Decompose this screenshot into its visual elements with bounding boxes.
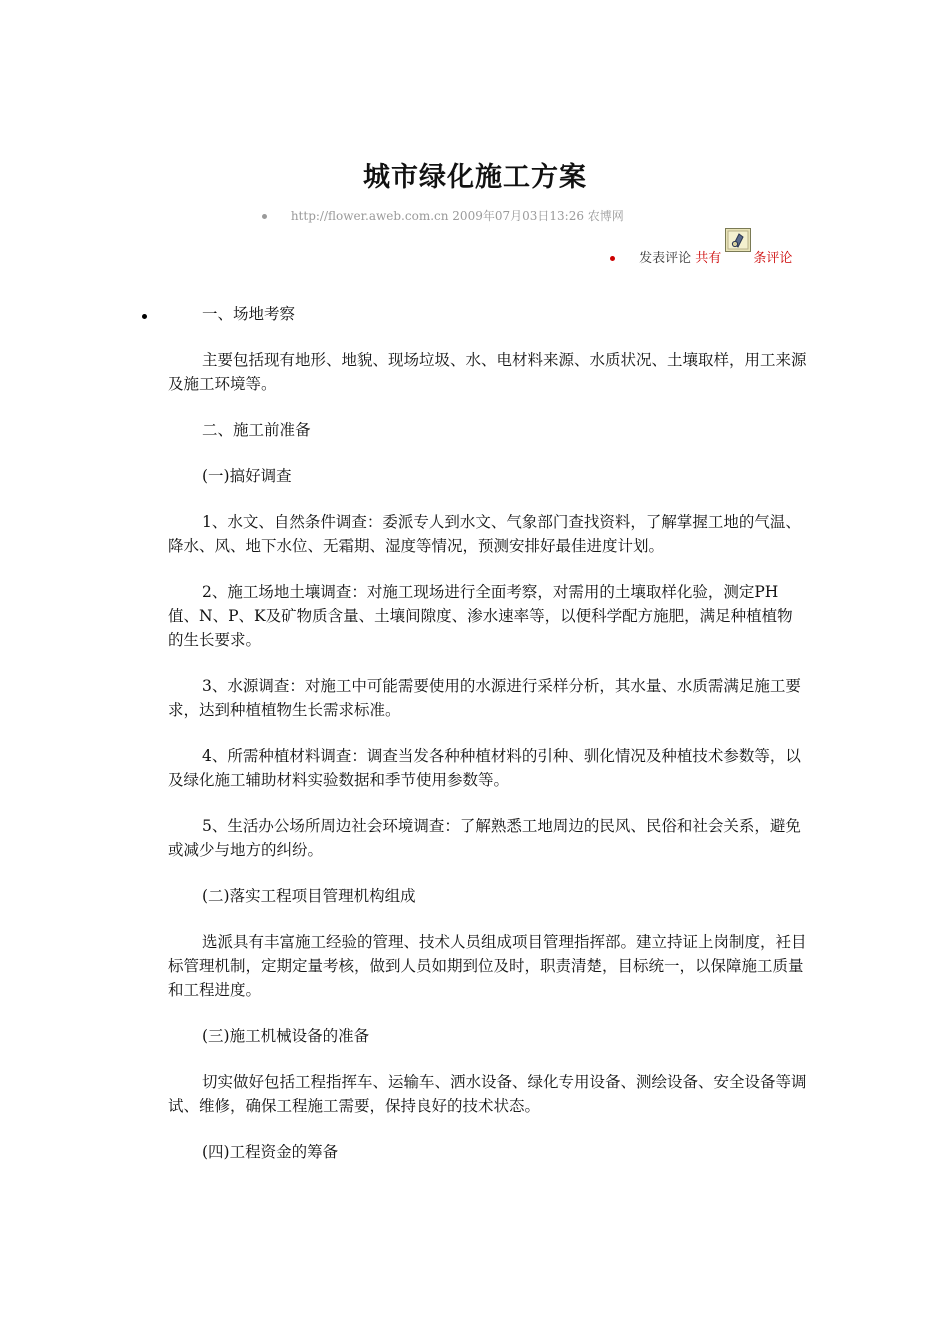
post-comment-link[interactable]: 发表评论 xyxy=(639,251,692,266)
page-title: 城市绿化施工方案 xyxy=(363,162,587,193)
source-url[interactable]: http://flower.aweb.com.cn xyxy=(290,209,449,223)
comment-count-suffix[interactable]: 条评论 xyxy=(753,251,793,266)
subsection-heading: (三)施工机械设备的准备 xyxy=(202,1027,370,1045)
paragraph: 1、水文、自然条件调查：委派专人到水文、气象部门查找资料，了解掌握工地的气温、降水、风、地下水位、无霜期、湿度等情况，预测安排好最佳进度计划。 xyxy=(168,513,801,555)
paragraph: 切实做好包括工程指挥车、运输车、洒水设备、绿化专用设备、测绘设备、安全设备等调试、维修，确保工程施工需要，保持良好的技术状态。 xyxy=(168,1073,807,1115)
paragraph: 2、施工场地土壤调查：对施工现场进行全面考察，对需用的土壤取样化验，测定PH值、N、P、K及矿物质含量、土壤间隙度、渗水速率等，以便科学配方施肥，满足种植植物的生长要求。 xyxy=(168,583,793,649)
paragraph: 选派具有丰富施工经验的管理、技术人员组成项目管理指挥部。建立持证上岗制度，衽目标管理机制，定期定量考核，做到人员如期到位及时，职责清楚，目标统一，以保障施工质量和工程进度。 xyxy=(168,933,807,999)
bullet-icon xyxy=(610,256,615,261)
paragraph: 4、所需种植材料调查：调查当发各种种植材料的引种、驯化情况及种植技术参数等，以及绿化施工辅助材料实验数据和季节使用参数等。 xyxy=(168,747,801,789)
list-bullet-icon xyxy=(142,314,147,319)
subsection-heading: (四)工程资金的筹备 xyxy=(202,1143,339,1161)
comment-count-prefix: 共有 xyxy=(695,251,722,266)
paragraph: 5、生活办公场所周边社会环境调查：了解熟悉工地周边的民风、民俗和社会关系，避免或减少与地方的纠纷。 xyxy=(168,817,801,859)
publish-datetime: 2009年07月03日13:26 xyxy=(452,209,584,223)
section-heading: 一、场地考察 xyxy=(202,305,296,323)
comment-bar xyxy=(610,240,792,266)
article-body xyxy=(168,302,808,1186)
section-heading: 二、施工前准备 xyxy=(202,421,311,439)
subsection-heading: (二)落实工程项目管理机构组成 xyxy=(202,887,416,905)
paragraph: 3、水源调查：对施工中可能需要使用的水源进行采样分析，其水量、水质需满足施工要求，达到种植植物生长需求标准。 xyxy=(168,677,801,719)
article-meta xyxy=(262,207,624,224)
source-name: 农博网 xyxy=(587,209,624,223)
comment-count-icon xyxy=(725,228,751,252)
bullet-icon xyxy=(262,214,267,219)
paragraph: 主要包括现有地形、地貌、现场垃圾、水、电材料来源、水质状况、土壤取样，用工来源及施工环境等。 xyxy=(168,351,807,393)
subsection-heading: (一)搞好调查 xyxy=(202,467,292,485)
